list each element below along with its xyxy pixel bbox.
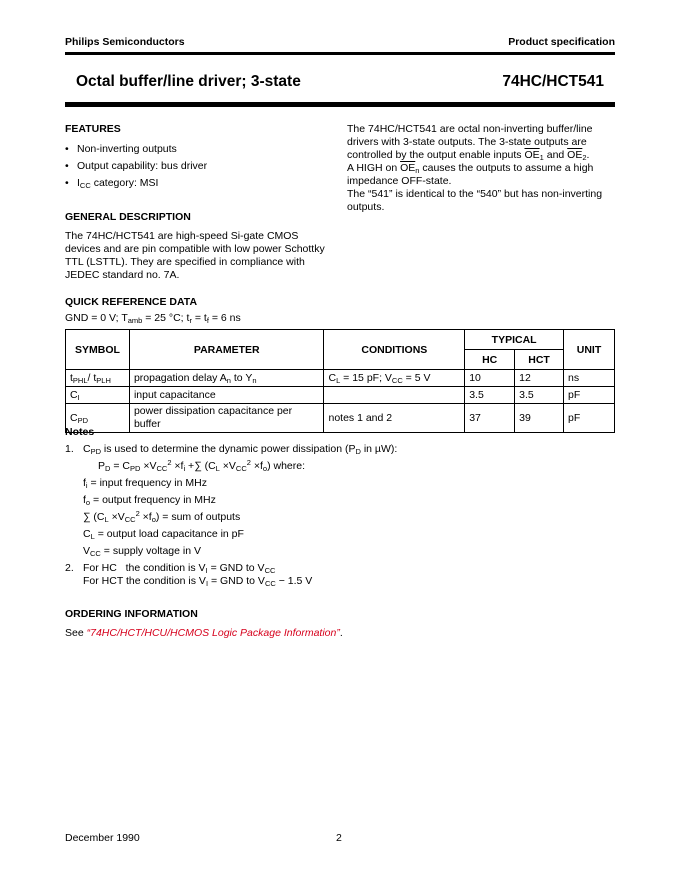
cell-unit: ns	[564, 370, 615, 387]
note-fo: $f_o$ = output frequency in MHz	[83, 494, 216, 507]
column-header-parameter: PARAMETER	[129, 330, 324, 370]
footer-date: December 1990	[65, 832, 140, 844]
quick-reference-conditions: GND = 0 V; $T_{amb} = 25$ °C; $t_r = t_f = 6$ ns	[65, 312, 241, 325]
cell-hct: 12	[515, 370, 564, 387]
cell-symbol: $t_{PHL}/$ $t_{PLH}$	[66, 370, 130, 387]
table-row	[66, 387, 615, 404]
package-information-link[interactable]: “74HC/HCT/HCU/HCMOS Logic Package Information”	[86, 627, 340, 639]
note-sum: ∑ $(C_L \times V_{CC}^2 \times f_o)$ = sum of outputs	[83, 509, 241, 524]
note-vcc: $V_{CC}$ = supply voltage in V	[83, 545, 201, 558]
description-right-column: The 74HC/HCT541 are octal non-inverting buffer/line drivers with 3-state outputs. The 3-state outputs are controlled by the output enable inputs $\overline{OE}_1$ and $\overline{OE}_2$. A HIGH on $\overline{OE}_n$ causes the outputs to assume a high impedance OFF-state. The “541” is identical to the “540” but has non-inverting outputs.	[347, 123, 603, 213]
features-heading: FEATURES	[65, 123, 121, 135]
ordering-heading: ORDERING INFORMATION	[65, 608, 198, 620]
cell-hct: 39	[515, 404, 564, 433]
general-description-text: The 74HC/HCT541 are high-speed Si-gate CMOS devices and are pin compatible with low power Schottky TTL (LSTTL). They are specified in compliance with JEDEC standard no. 7A.	[65, 230, 325, 281]
column-header-unit: UNIT	[564, 330, 615, 370]
part-number: 74HC/HCT541	[502, 73, 604, 90]
document-title: Octal buffer/line driver; 3-state	[76, 73, 301, 90]
table-header-row	[66, 330, 615, 350]
feature-item: • Non-inverting outputs	[65, 142, 207, 159]
cell-conditions	[324, 387, 465, 404]
document-type: Product specification	[508, 36, 615, 48]
column-header-hct: HCT	[515, 350, 564, 370]
header-rule	[65, 52, 615, 55]
cell-hc: 3.5	[465, 387, 515, 404]
power-equation: $P_D = C_{PD} \times V_{CC}^2 \times f_i$ +∑ $(C_L \times V_{CC}^2 \times f_o)$ where:	[98, 458, 305, 473]
cell-parameter: propagation delay $A_n$ to $Y_n$	[129, 370, 324, 387]
note-1-number: 1.	[65, 443, 74, 455]
note-2-text: For HC the condition is $V_I$ = GND to $V_{CC}$ For HCT the condition is $V_I$ = GND to $V_{CC} - 1.5$ V	[83, 562, 313, 588]
quick-reference-table	[65, 329, 615, 433]
cell-hc: 37	[465, 404, 515, 433]
cell-symbol: $C_I$	[66, 387, 130, 404]
cell-hc: 10	[465, 370, 515, 387]
title-rule	[65, 102, 615, 107]
note-2-number: 2.	[65, 562, 74, 574]
quick-reference-heading: QUICK REFERENCE DATA	[65, 296, 198, 308]
cell-unit: pF	[564, 387, 615, 404]
cell-parameter: input capacitance	[129, 387, 324, 404]
cell-conditions: notes 1 and 2	[324, 404, 465, 433]
column-header-typical: TYPICAL	[465, 330, 564, 350]
cell-parameter: power dissipation capacitance per buffer	[129, 404, 324, 433]
ordering-text: See “74HC/HCT/HCU/HCMOS Logic Package Information”.	[65, 627, 343, 639]
column-header-conditions: CONDITIONS	[324, 330, 465, 370]
feature-item: • $I_{CC}$ category: MSI	[65, 176, 207, 193]
column-header-symbol: SYMBOL	[66, 330, 130, 370]
page-number: 2	[336, 832, 342, 844]
cell-symbol: $C_{PD}$	[66, 404, 130, 433]
notes-heading: Notes	[65, 426, 95, 438]
general-description-heading: GENERAL DESCRIPTION	[65, 211, 191, 223]
cell-conditions: $C_L = 15$ pF; $V_{CC} = 5$ V	[324, 370, 465, 387]
note-1-text: $C_{PD}$ is used to determine the dynamic power dissipation ($P_D$ in µW):	[83, 443, 398, 456]
feature-item: • Output capability: bus driver	[65, 159, 207, 176]
table-row	[66, 404, 615, 433]
cell-hct: 3.5	[515, 387, 564, 404]
note-cl: $C_L$ = output load capacitance in pF	[83, 528, 244, 541]
features-list	[65, 142, 207, 193]
note-fi: $f_i$ = input frequency in MHz	[83, 477, 207, 490]
company-name: Philips Semiconductors	[65, 36, 185, 48]
table-row	[66, 370, 615, 387]
cell-unit: pF	[564, 404, 615, 433]
column-header-hc: HC	[465, 350, 515, 370]
